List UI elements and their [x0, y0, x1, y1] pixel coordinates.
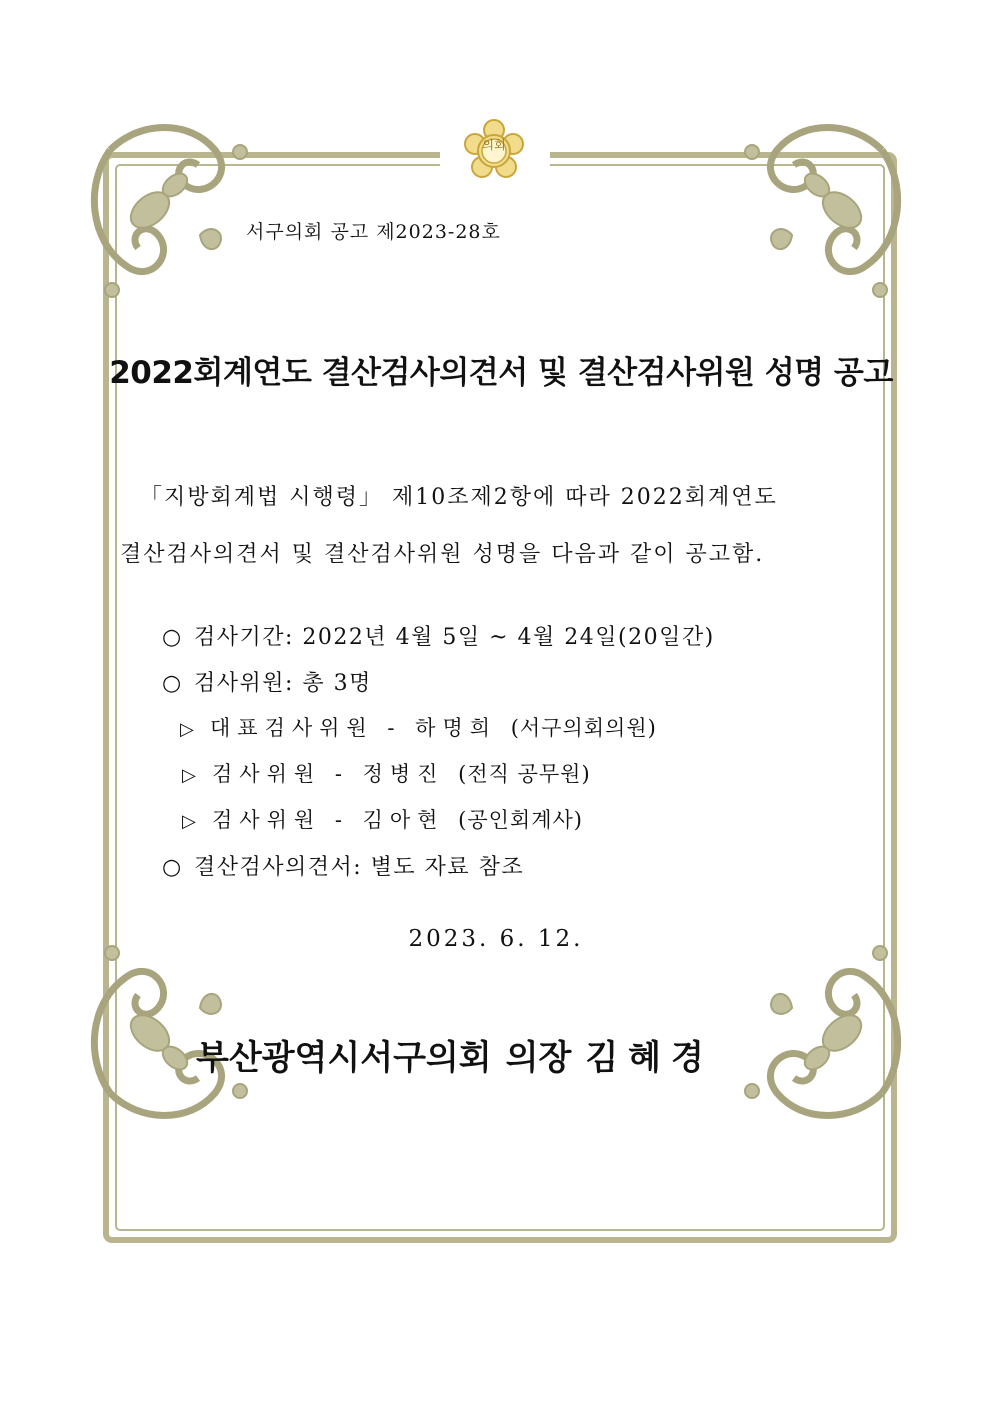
emblem-label: 의회: [482, 138, 506, 152]
intro-line-1: 「지방회계법 시행령」 제10조제2항에 따라 2022회계연도: [140, 485, 778, 510]
notice-number: 서구의회 공고 제2023-28호: [246, 221, 501, 243]
triangle-bullet-icon: ▷: [182, 765, 196, 786]
circle-bullet-icon: ○: [162, 671, 183, 696]
member-role-name: 검사위원 - 김아현: [212, 808, 445, 832]
member-row: [182, 804, 583, 834]
member-affiliation: (공인회계사): [458, 808, 583, 832]
member-affiliation: (서구의회의원): [510, 716, 657, 740]
signature-block: [196, 1030, 714, 1079]
signature-position: 의장: [505, 1038, 572, 1078]
inspection-period-item: [162, 620, 715, 651]
triangle-bullet-icon: ▷: [182, 811, 196, 832]
inspection-period-text: 검사기간: 2022년 4월 5일 ~ 4월 24일(20일간): [194, 625, 715, 650]
signature-name: 김혜경: [585, 1038, 714, 1078]
corner-ornament-bottom-right: [745, 946, 898, 1116]
member-row: [180, 712, 657, 742]
inspection-members-text: 검사위원: 총 3명: [194, 671, 372, 696]
member-role-name: 대표검사위원 - 하명희: [210, 716, 498, 740]
intro-line-2: 결산검사의견서 및 결산검사위원 성명을 다음과 같이 공고함.: [120, 542, 765, 567]
member-role-name: 검사위원 - 정병진: [212, 762, 445, 786]
inspection-members-item: [162, 666, 372, 697]
circle-bullet-icon: ○: [162, 625, 183, 650]
notice-date: 2023. 6. 12.: [408, 926, 584, 952]
circle-bullet-icon: ○: [162, 855, 183, 880]
opinion-report-item: [162, 850, 524, 881]
member-affiliation: (전직 공무원): [458, 762, 591, 786]
document-title: 2022회계연도 결산검사의견서 및 결산검사위원 성명 공고: [109, 355, 893, 391]
member-row: [182, 758, 591, 788]
signature-organization: 부산광역시서구의회: [196, 1038, 492, 1078]
opinion-report-text: 결산검사의견서: 별도 자료 참조: [194, 855, 525, 880]
triangle-bullet-icon: ▷: [180, 719, 194, 740]
